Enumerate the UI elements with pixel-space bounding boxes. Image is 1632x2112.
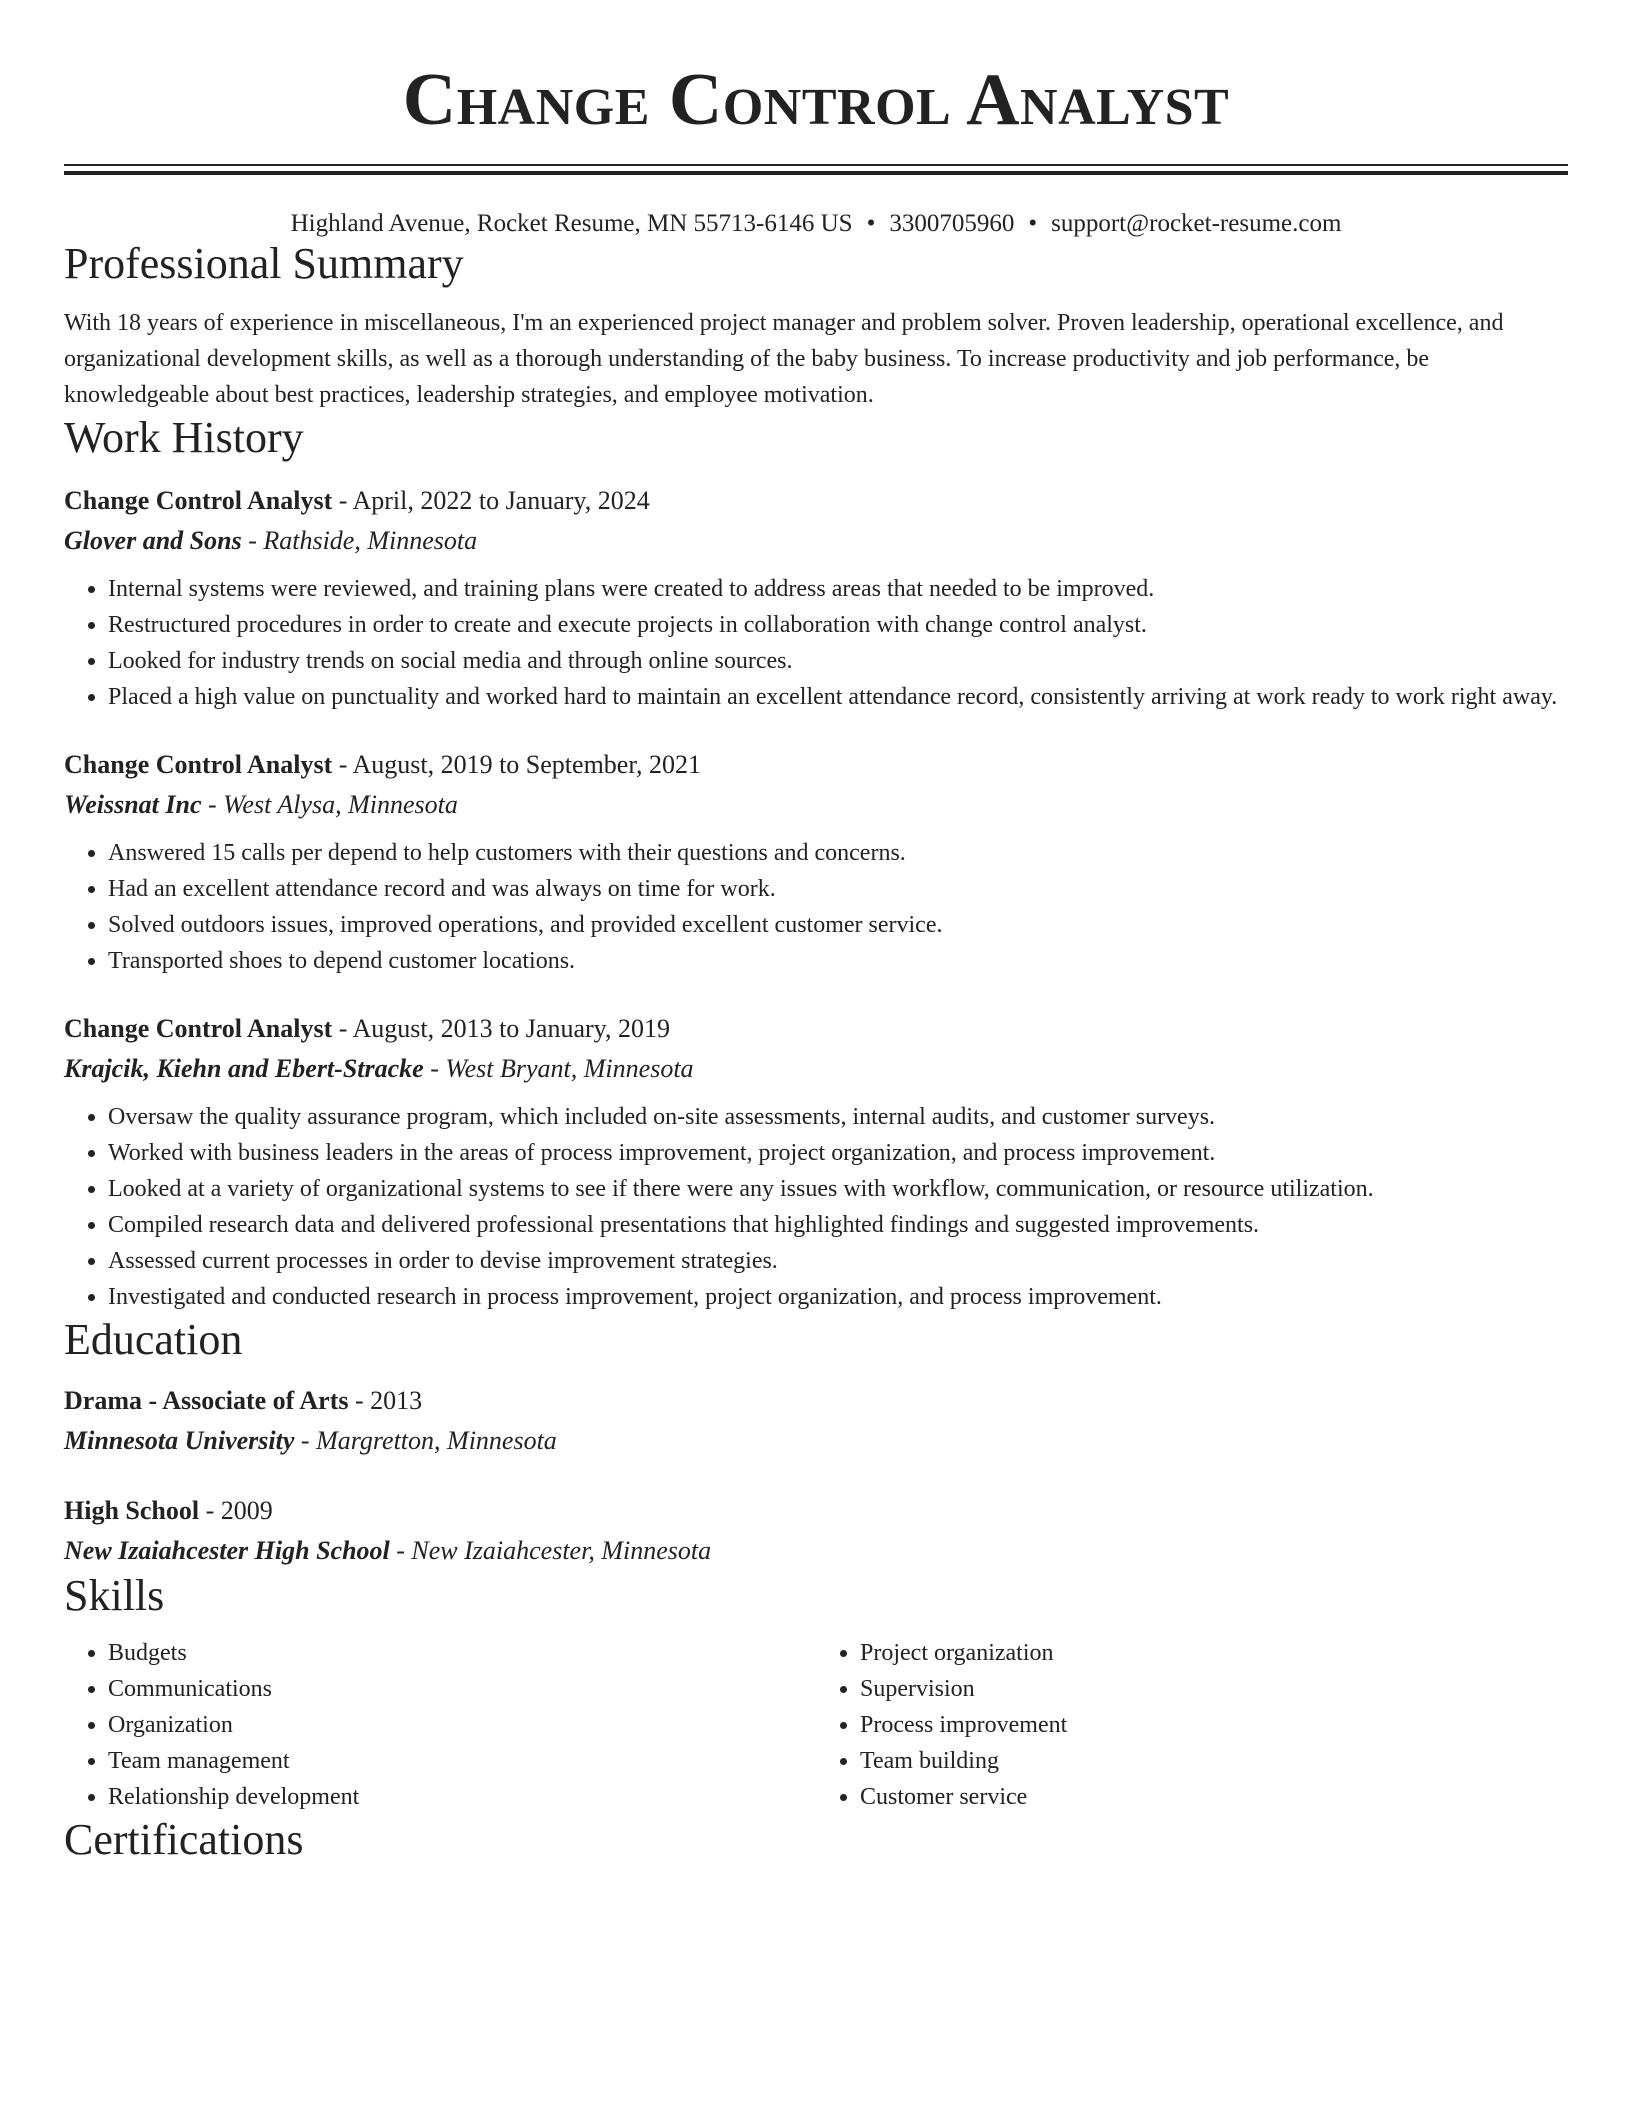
contact-line <box>64 209 1568 239</box>
job-company-line <box>64 521 1568 561</box>
skill-item: • Customer service <box>860 1779 1568 1815</box>
job-company: Glover and Sons <box>64 526 242 555</box>
education-degree-line <box>64 1491 1568 1531</box>
contact-address: Highland Avenue, Rocket Resume, MN 55713-6146 US <box>290 210 853 237</box>
skills-list <box>64 1635 1568 1815</box>
job-bullet: • Had an excellent attendance record and was always on time for work. <box>108 871 1568 907</box>
job-bullet: • Compiled research data and delivered professional presentations that highlighted findings and suggested improvements. <box>108 1207 1568 1243</box>
skill-item: • Relationship development <box>108 1779 816 1815</box>
skill-item: • Supervision <box>860 1671 1568 1707</box>
job-location: - West Bryant, Minnesota <box>423 1054 694 1083</box>
skill-item: • Organization <box>108 1707 816 1743</box>
contact-separator: • <box>1028 210 1038 237</box>
job-bullet: • Placed a high value on punctuality and worked hard to maintain an excellent attendance record, consistently arriving at work ready to work right away. <box>108 679 1568 715</box>
job-title-line <box>64 745 1568 785</box>
certifications-heading: Certifications <box>64 1815 304 1864</box>
education-degree-line <box>64 1381 1568 1421</box>
job-bullet: • Restructured procedures in order to create and execute projects in collaboration with change control analyst. <box>108 607 1568 643</box>
education-school-line <box>64 1421 1568 1461</box>
work-history-heading: Work History <box>64 413 304 462</box>
job-bullet: • Internal systems were reviewed, and training plans were created to address areas that needed to be improved. <box>108 571 1568 607</box>
contact-phone: 3300705960 <box>889 210 1015 237</box>
header-divider <box>64 164 1568 175</box>
job-bullets <box>64 571 1568 715</box>
job-bullet: • Transported shoes to depend customer locations. <box>108 943 1568 979</box>
job-dates: - August, 2013 to January, 2019 <box>332 1014 670 1043</box>
education-year: - 2009 <box>199 1496 273 1525</box>
skill-item: • Team building <box>860 1743 1568 1779</box>
education-year: - 2013 <box>348 1386 423 1415</box>
job-role: Change Control Analyst <box>64 486 333 515</box>
education-degree: Drama - Associate of Arts <box>64 1386 349 1415</box>
job-bullet: • Answered 15 calls per depend to help customers with their questions and concerns. <box>108 835 1568 871</box>
education-heading: Education <box>64 1315 243 1364</box>
job-location: - West Alysa, Minnesota <box>201 790 458 819</box>
candidate-name: Change Control Analyst <box>402 59 1230 141</box>
contact-separator: • <box>866 210 876 237</box>
education-school: Minnesota University <box>64 1426 295 1455</box>
job-bullets <box>64 835 1568 979</box>
summary-text: With 18 years of experience in miscellaneous, I'm an experienced project manager and problem solver. Proven leadership, operational excellence, and organizational development skills, as well as a thorough understanding of the baby business. To increase productivity and job performance, be knowledgeable about best practices, leadership strategies, and employee motivation. <box>64 310 1504 408</box>
skill-item: • Project organization <box>860 1635 1568 1671</box>
education-location: - New Izaiahcester, Minnesota <box>389 1536 712 1565</box>
education-school: New Izaiahcester High School <box>64 1536 390 1565</box>
job-bullet: • Solved outdoors issues, improved operations, and provided excellent customer service. <box>108 907 1568 943</box>
job-entry <box>64 745 1568 979</box>
education-entry <box>64 1491 1568 1571</box>
job-role: Change Control Analyst <box>64 750 333 779</box>
job-title-line <box>64 1009 1568 1049</box>
job-company: Weissnat Inc <box>64 790 202 819</box>
job-dates: - April, 2022 to January, 2024 <box>332 486 650 515</box>
job-company: Krajcik, Kiehn and Ebert-Stracke <box>64 1054 424 1083</box>
skill-item: • Team management <box>108 1743 816 1779</box>
job-company-line <box>64 785 1568 825</box>
job-bullet: • Oversaw the quality assurance program, which included on-site assessments, internal audits, and customer surveys. <box>108 1099 1568 1135</box>
job-dates: - August, 2019 to September, 2021 <box>332 750 701 779</box>
skill-item: • Communications <box>108 1671 816 1707</box>
job-company-line <box>64 1049 1568 1089</box>
education-school-line <box>64 1531 1568 1571</box>
skills-column-left <box>64 1635 816 1815</box>
job-role: Change Control Analyst <box>64 1014 333 1043</box>
job-bullet: • Looked at a variety of organizational systems to see if there were any issues with workflow, communication, or resource utilization. <box>108 1171 1568 1207</box>
job-bullet: • Assessed current processes in order to devise improvement strategies. <box>108 1243 1568 1279</box>
job-bullet: • Worked with business leaders in the areas of process improvement, project organization, and process improvement. <box>108 1135 1568 1171</box>
education-entry <box>64 1381 1568 1461</box>
skills-heading: Skills <box>64 1571 165 1620</box>
education-degree: High School <box>64 1496 200 1525</box>
job-location: - Rathside, Minnesota <box>241 526 478 555</box>
skill-item: • Budgets <box>108 1635 816 1671</box>
job-entry <box>64 481 1568 715</box>
contact-email: support@rocket-resume.com <box>1051 210 1342 237</box>
summary-heading: Professional Summary <box>64 239 464 288</box>
job-bullets <box>64 1099 1568 1315</box>
job-entry <box>64 1009 1568 1315</box>
job-bullet: • Investigated and conducted research in process improvement, project organization, and process improvement. <box>108 1279 1568 1315</box>
education-location: - Margretton, Minnesota <box>294 1426 557 1455</box>
skill-item: • Process improvement <box>860 1707 1568 1743</box>
job-title-line <box>64 481 1568 521</box>
skills-column-right <box>816 1635 1568 1815</box>
job-bullet: • Looked for industry trends on social media and through online sources. <box>108 643 1568 679</box>
